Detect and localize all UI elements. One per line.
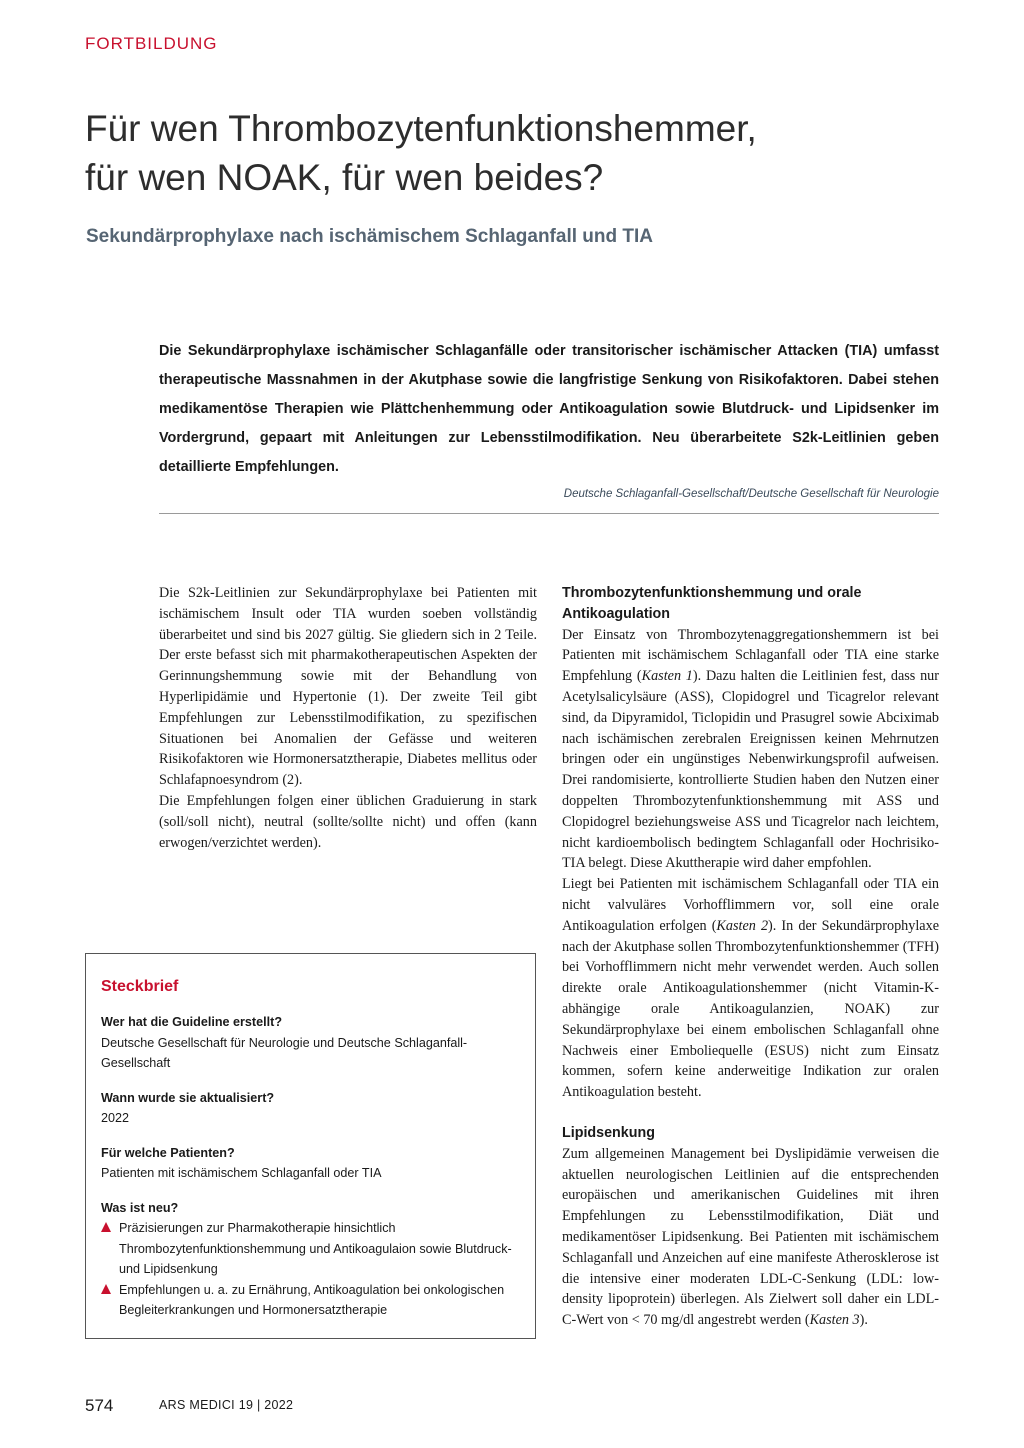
steckbrief-answer: Patienten mit ischämischem Schlaganfall oder TIA (101, 1166, 382, 1180)
heading-lipidsenkung: Lipidsenkung (562, 1124, 655, 1141)
right-paragraph-2: Liegt bei Patienten mit ischämischem Schlaganfall oder TIA ein nicht valvuläres Vorhofflimmern vor, soll eine orale Antikoagulation erfolgen (Kasten 2). In der Sekundärprophylaxe nach der Akutphase sollen Thrombozytenfunktionshemmer (TFH) bei Vorhofflimmern nicht mehr verwendet werden. Auch sollen direkte orale Antikoagulationshemmer (nicht Vitamin-K-abhängige orale Antikoagulanzien, NOAK) zur Sekundärprophylaxe bei einem embolischen Schlaganfall ohne Nachweis einer Emboliequelle (ESUS) nicht zum Einsatz kommen, sofern keine anderweitige Indikation zur oralen Antikoagulation besteht. (562, 876, 939, 1101)
lead-paragraph: Die Sekundärprophylaxe ischämischer Schlaganfälle oder transitorischer ischämischer Attacken (TIA) umfasst therapeutische Massnahmen in der Akutphase sowie die langfristige Senkung von Risikofaktoren. Dabei stehen medikamentöse Therapien wie Plättchenhemmung oder Antikoagulation sowie Blutdruck- und Lipidsenker im Vordergrund, gepaart mit Anleitungen zur Lebensstilmodifikation. Neu überarbeitete S2k-Leitlinien geben detaillierte Empfehlungen. (159, 343, 939, 475)
steckbrief-question: Wer hat die Guideline erstellt? (101, 1015, 283, 1029)
section-tag: FORTBILDUNG (85, 34, 218, 53)
right-paragraph-3: Zum allgemeinen Management bei Dyslipidämie verweisen die aktuellen neurologischen Leitlinien auf die entsprechenden europäischen und amerikanischen Guidelines mit ihren Empfehlungen zu Lebensstilmodifikation, Diät und medikamentöser Lipidsenkung. Bei Patienten mit ischämischem Schlaganfall und Anzeichen auf eine manifeste Atherosklerose ist die intensive einer moderaten LDL-C-Senkung (LDL: low-density lipoprotein) überlegen. Als Zielwert soll daher ein LDL-C-Wert von < 70 mg/dl angestrebt werden (Kasten 3). (562, 1145, 939, 1329)
journal-issue: ARS MEDICI 19 | 2022 (159, 1398, 294, 1412)
heading-thrombozyten: Thrombozytenfunktionshemmung und orale Antikoagulation (562, 585, 862, 622)
title-line-2: für wen NOAK, für wen beides? (85, 157, 604, 198)
list-item: Präzisierungen zur Pharmakotherapie hinsichtlich Thrombozytenfunktionshemmung und Antikoagulaion sowie Blutdruck- und Lipidsenkung (101, 1218, 519, 1280)
triangle-bullet-icon (101, 1222, 111, 1232)
steckbrief-box (85, 953, 536, 1339)
steckbrief-answer: Deutsche Gesellschaft für Neurologie und Deutsche Schlaganfall-Gesellschaft (101, 1035, 468, 1070)
steckbrief-question: Wann wurde sie aktualisiert? (101, 1090, 275, 1105)
lead-divider (159, 513, 939, 514)
steckbrief-qa-1 (101, 1012, 519, 1074)
left-paragraph-1: Die S2k-Leitlinien zur Sekundärprophylaxe bei Patienten mit ischämischem Insult oder TIA wurden soeben vollständig überarbeitet und sind bis 2027 gültig. Sie gliedern sich in 2 Teile. Der erste befasst sich mit pharmakotherapeutischen Aspekten der Gerinnungshemmung sowie mit der Behandlung von Hyperlipidämie und Hypertonie (1). Der zweite Teil gibt Empfehlungen zur Lebensstilmodifikation, zu spezifischen Situationen bei Anomalien der Gefässe und weiteren Risikofaktoren wie Hormonersatztherapie, Diabetes mellitus oder Schlafapnoesyndrom (2). (159, 585, 537, 789)
left-paragraph-2: Die Empfehlungen folgen einer üblichen Graduierung in stark (soll/soll nicht), neutral (sollte/sollte nicht) und offen (kann erwogen/verzichtet werden). (159, 792, 537, 851)
right-column (562, 583, 939, 1331)
title-line-1: Für wen Thrombozytenfunktionshemmer, (85, 108, 757, 149)
steckbrief-question: Was ist neu? (101, 1200, 179, 1215)
ref-kasten-3: Kasten 3 (809, 1312, 860, 1329)
page-number: 574 (85, 1396, 114, 1415)
steckbrief-qa-4 (101, 1198, 519, 1321)
steckbrief-title: Steckbrief (101, 978, 179, 995)
article-subtitle: Sekundärprophylaxe nach ischämischem Schlaganfall und TIA (86, 226, 653, 247)
steckbrief-question: Für welche Patienten? (101, 1145, 235, 1160)
steckbrief-answer: 2022 (101, 1111, 130, 1125)
steckbrief-list (101, 1218, 519, 1321)
left-column (159, 583, 537, 853)
steckbrief-qa-2 (101, 1088, 519, 1129)
steckbrief-qa-3 (101, 1143, 519, 1184)
list-item: Empfehlungen u. a. zu Ernährung, Antikoagulation bei onkologischen Begleiterkrankungen und Hormonersatztherapie (101, 1280, 519, 1321)
triangle-bullet-icon (101, 1284, 111, 1294)
right-paragraph-1: Der Einsatz von Thrombozytenaggregationshemmern ist bei Patienten mit ischämischem Schlaganfall oder TIA eine starke Empfehlung (Kasten 1). Dazu halten die Leitlinien fest, dass nur Acetylsalicylsäure (ASS), Clopidogrel und Ticagrelor relevant sind, da Dipyramidol, Ticlopidin und Prasugrel sowie Abciximab nach ischämischen zerebralen Ereignissen keinen Mehrnutzen bringen oder ein ungünstiges Nebenwirkungsprofil aufweisen. Drei randomisierte, kontrollierte Studien haben den Nutzen einer doppelten Thrombozytenfunktionshemmung mit ASS und Clopidogrel beziehungsweise ASS und Ticagrelor nach leichtem, nicht kardioembolisch bedingtem Schlaganfall oder Hochrisiko-TIA belegt. Diese Akuttherapie wird daher empfohlen. (562, 626, 939, 872)
ref-kasten-2: Kasten 2 (716, 917, 769, 934)
ref-kasten-1: Kasten 1 (641, 668, 693, 685)
lead-source: Deutsche Schlaganfall-Gesellschaft/Deutsche Gesellschaft für Neurologie (563, 488, 939, 500)
article-title (85, 104, 965, 202)
